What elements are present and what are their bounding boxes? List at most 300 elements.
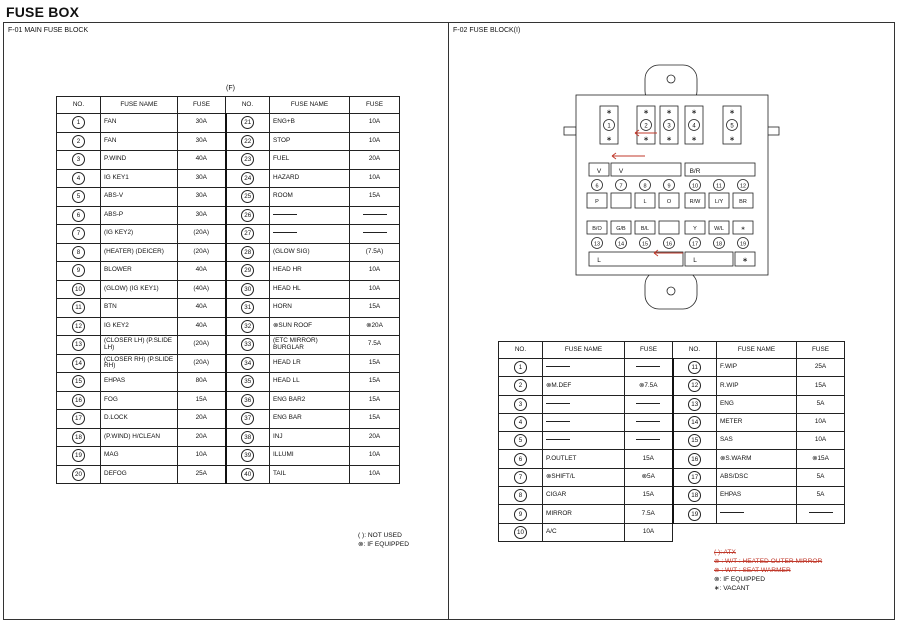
fuse-number-circle: 33: [241, 338, 254, 351]
table-cell: [350, 280, 400, 299]
fuse-number-circle: 11: [72, 301, 85, 314]
main-fuse-table: [56, 96, 400, 484]
fuse-name-text: ENG BAR2: [273, 395, 306, 403]
table-cell: [797, 359, 845, 377]
table-cell: [499, 468, 543, 486]
table-cell: [797, 377, 845, 395]
fuse-rating-text: 5A: [816, 473, 825, 481]
vacant-mark: ∗: [729, 136, 735, 143]
table-cell: [270, 188, 350, 207]
table-cell: [543, 468, 625, 486]
table-cell: [178, 336, 226, 355]
note-vacant: ∗: VACANT: [714, 585, 750, 592]
table-cell: [543, 505, 625, 523]
fuse-number: 6: [595, 183, 599, 190]
table-row: [57, 447, 400, 466]
table-row: [57, 114, 400, 133]
fuse-rating-text: 15A: [368, 192, 381, 200]
fuse-number-circle: 19: [688, 508, 701, 521]
table-cell: [57, 428, 101, 447]
table-cell: [57, 336, 101, 355]
table-row: [57, 465, 400, 484]
fuse-name-text: P.WIND: [104, 155, 127, 163]
fuse-number-circle: 18: [72, 431, 85, 444]
table-cell: [350, 428, 400, 447]
table-row: [57, 299, 400, 318]
table-row: [57, 410, 400, 429]
table-row: [499, 413, 845, 431]
wire-color-label: BR: [739, 199, 747, 205]
table-cell: [57, 391, 101, 410]
fuse-rating-text: 25A: [195, 469, 207, 477]
fuse-number-circle: 2: [514, 379, 527, 392]
blank-line: [273, 214, 297, 215]
table-cell: [178, 428, 226, 447]
fuse-name-text: (GLOW) (IG KEY1): [104, 284, 159, 292]
table-cell: [101, 188, 178, 207]
fuse-number: 11: [716, 183, 722, 190]
fuse-name-text: ABS-V: [104, 192, 124, 200]
table-cell: [797, 468, 845, 486]
table-cell: [226, 132, 270, 151]
fuse-number-circle: 13: [72, 338, 85, 351]
fuse-name-text: SAS: [720, 436, 733, 444]
fuse-number-circle: 39: [241, 449, 254, 462]
table-cell: [101, 336, 178, 355]
fuse-rating-text: 10A: [814, 436, 827, 444]
wire-color-label: L: [643, 199, 647, 205]
fuse-number-circle: 12: [688, 379, 701, 392]
table-cell: [178, 243, 226, 262]
table-cell: [101, 410, 178, 429]
table-cell: [717, 432, 797, 450]
blank-line: [636, 439, 660, 440]
header-no: NO.: [226, 97, 270, 114]
blank-line: [546, 366, 570, 367]
vacant-mark: ∗: [691, 109, 697, 116]
fuse-number: 17: [691, 241, 699, 248]
table-cell: [350, 243, 400, 262]
table-cell: [717, 413, 797, 431]
fuse-block-i-label: F-02 FUSE BLOCK(I): [453, 27, 521, 34]
fuse-number-circle: 17: [72, 412, 85, 425]
table-cell: [57, 206, 101, 225]
fuse-number-circle: 4: [72, 172, 85, 185]
table-cell: [178, 299, 226, 318]
table-cell: [226, 354, 270, 373]
fuse-number-circle: 10: [514, 526, 527, 539]
table-cell: [543, 395, 625, 413]
table-cell: [270, 132, 350, 151]
fuse-number-circle: 21: [241, 116, 254, 129]
fuse-number-circle: 10: [72, 283, 85, 296]
table-cell: [178, 410, 226, 429]
fuse-number: 1: [607, 123, 611, 130]
table-cell: [625, 487, 673, 505]
side-clip-right: [767, 127, 779, 135]
fuse-top-slot: [659, 221, 679, 234]
fuse-rating-text: 40A: [195, 266, 207, 274]
fuse-name-text: IG KEY1: [104, 173, 129, 181]
table-cell: [499, 359, 543, 377]
fuse-name-text: P.OUTLET: [546, 454, 577, 462]
fuse-number: 15: [641, 241, 649, 248]
table-cell: [270, 428, 350, 447]
table-row: [57, 243, 400, 262]
table-cell: [101, 317, 178, 336]
table-row: [57, 262, 400, 281]
table-cell: [673, 395, 717, 413]
table-cell: [270, 114, 350, 133]
fuse-name-text: FAN: [104, 118, 117, 126]
fuse-rating-text: 30A: [195, 173, 207, 181]
table-cell: [717, 450, 797, 468]
fuse-rating-text: 10A: [368, 451, 381, 459]
fuse-number-circle: 1: [514, 361, 527, 374]
table-row: [499, 487, 845, 505]
table-cell: [625, 359, 673, 377]
table-cell: [673, 468, 717, 486]
fuse-number-circle: 30: [241, 283, 254, 296]
fuse-rating-text: 5A: [816, 399, 825, 407]
table-cell: [270, 317, 350, 336]
fuse-number-circle: 3: [72, 153, 85, 166]
table-cell: [178, 262, 226, 281]
fuse-number-circle: 11: [688, 361, 701, 374]
table-row: [57, 354, 400, 373]
table-cell: [226, 391, 270, 410]
table-cell: [350, 114, 400, 133]
table-cell: [543, 377, 625, 395]
fuse-number: 10: [691, 183, 699, 190]
table-cell: [178, 447, 226, 466]
table-cell: [226, 188, 270, 207]
wire-color-label: V: [618, 168, 624, 175]
fuse-number-circle: 2: [72, 135, 85, 148]
fuse-name-text: ROOM: [273, 192, 293, 200]
fuse-number-circle: 5: [514, 434, 527, 447]
table-cell: [178, 317, 226, 336]
table-cell: [673, 487, 717, 505]
wire-color-label: L: [693, 257, 697, 264]
table-row: [499, 432, 845, 450]
table-cell: [543, 359, 625, 377]
fuse-number: 19: [739, 241, 747, 248]
fuse-number-circle: 26: [241, 209, 254, 222]
fuse-number: 4: [692, 123, 696, 130]
fuse-number-circle: 4: [514, 416, 527, 429]
table-row: [499, 450, 845, 468]
fuse-number-circle: 36: [241, 394, 254, 407]
table-cell: [350, 317, 400, 336]
blank-line: [809, 512, 833, 513]
fuse-name-text: ENG+B: [273, 118, 295, 126]
header-no: NO.: [57, 97, 101, 114]
header-fuse: FUSE: [625, 342, 673, 359]
empty-cell: [673, 523, 845, 541]
table-cell: [350, 151, 400, 170]
fuse-rating-text: 25A: [814, 363, 827, 371]
blank-line: [363, 214, 387, 215]
table-cell: [226, 373, 270, 392]
table-cell: [101, 299, 178, 318]
fuse-name-text: MAG: [104, 451, 119, 459]
fuse-number-circle: 32: [241, 320, 254, 333]
note-not-used: ( ): NOT USED: [358, 532, 402, 539]
vacant-mark: ∗: [742, 257, 748, 264]
table-cell: [717, 468, 797, 486]
fuse-rating-text: 40A: [195, 303, 207, 311]
wire-color-label: B/R: [689, 168, 701, 175]
fuse-name-text: DEFOG: [104, 469, 127, 477]
fuse-name-text: IG KEY2: [104, 321, 129, 329]
table-row: [57, 373, 400, 392]
fuse-name-text: A/C: [546, 527, 557, 535]
fuse-rating-text: 15A: [195, 395, 207, 403]
table-cell: [270, 391, 350, 410]
table-cell: [101, 262, 178, 281]
table-cell: [226, 465, 270, 484]
table-cell: [226, 151, 270, 170]
table-cell: [350, 391, 400, 410]
fuse-name-text: METER: [720, 418, 743, 426]
table-cell: [178, 132, 226, 151]
table-cell: [270, 410, 350, 429]
wire-color-label: V: [596, 168, 602, 175]
table-header-row: [57, 97, 400, 114]
table-cell: [673, 377, 717, 395]
fuse-number-circle: 12: [72, 320, 85, 333]
fuse-rating-text: 10A: [368, 136, 381, 144]
fuse-number-circle: 7: [514, 471, 527, 484]
fuse-number: 12: [739, 183, 747, 190]
fuse-name-text: (CLOSER LH) (P.SLIDE LH): [104, 337, 173, 351]
fuse-number-circle: 8: [72, 246, 85, 259]
fuse-rating-text: 40A: [195, 321, 207, 329]
table-cell: [101, 206, 178, 225]
fuse-name-text: HEAD HL: [273, 284, 301, 292]
note-seat-warmer: ⊗ : W/T : SEAT WARMER: [714, 567, 791, 574]
wire-color-label: L: [597, 257, 601, 264]
table-cell: [673, 450, 717, 468]
table-cell: [717, 359, 797, 377]
table-cell: [101, 132, 178, 151]
table-row: [57, 151, 400, 170]
fuse-number-circle: 14: [688, 416, 701, 429]
fuse-rating-text: 15A: [814, 381, 827, 389]
table-cell: [178, 206, 226, 225]
fuse-name-text: (P.WIND) H/CLEAN: [104, 432, 160, 440]
table-row: [499, 523, 845, 541]
fuse-rating-text: 10A: [195, 451, 207, 459]
table-row: [57, 336, 400, 355]
table-cell: [350, 206, 400, 225]
table-cell: [625, 450, 673, 468]
table-row: [499, 395, 845, 413]
table-cell: [350, 299, 400, 318]
blank-line: [636, 421, 660, 422]
table-cell: [499, 523, 543, 541]
fuse-name-text: EHPAS: [104, 377, 126, 385]
fuse-name-text: ⊗SUN ROOF: [273, 321, 313, 329]
table-cell: [717, 505, 797, 523]
table-cell: [57, 354, 101, 373]
fuse-rating-text: 20A: [195, 432, 207, 440]
table-cell: [226, 336, 270, 355]
fuse-name-text: ⊗M.DEF: [546, 381, 572, 389]
table-cell: [797, 450, 845, 468]
header-fuse: FUSE: [350, 97, 400, 114]
table-cell: [270, 225, 350, 244]
table-cell: [625, 523, 673, 541]
fuse-number-circle: 24: [241, 172, 254, 185]
table-cell: [499, 505, 543, 523]
fuse-number-circle: 25: [241, 190, 254, 203]
table-row: [57, 225, 400, 244]
vacant-mark: ∗: [666, 109, 672, 116]
note-atx: ( ): ATX: [714, 549, 736, 556]
fuse-rating-text: 7.5A: [641, 509, 655, 517]
table-cell: [178, 391, 226, 410]
table-cell: [101, 465, 178, 484]
fuse-number-circle: 18: [688, 489, 701, 502]
table-cell: [226, 410, 270, 429]
fuse-rating-text: 10A: [368, 284, 381, 292]
table-cell: [270, 447, 350, 466]
table-cell: [350, 262, 400, 281]
table-cell: [57, 410, 101, 429]
note-heated-mirror: ⊗ : W/T : HEATED OUTER MIRROR: [714, 558, 823, 565]
table-cell: [350, 354, 400, 373]
table-cell: [543, 487, 625, 505]
vacant-mark: ∗: [666, 136, 672, 143]
table-cell: [178, 169, 226, 188]
table-cell: [101, 447, 178, 466]
table-cell: [673, 413, 717, 431]
wire-color-label: R/W: [689, 199, 701, 205]
fuse-rating-text: 20A: [368, 155, 381, 163]
table-cell: [57, 299, 101, 318]
table-row: [57, 188, 400, 207]
fuse-number-circle: 14: [72, 357, 85, 370]
table-row: [57, 428, 400, 447]
table-cell: [57, 151, 101, 170]
blank-line: [273, 232, 297, 233]
blank-line: [546, 439, 570, 440]
fuse-rating-text: 15A: [642, 491, 654, 499]
fuse-name-text: CIGAR: [546, 491, 567, 499]
fuse-number-circle: 35: [241, 375, 254, 388]
vacant-mark: ∗: [643, 136, 649, 143]
fuse-rating-text: 20A: [195, 414, 207, 422]
fuse-name-text: TAIL: [273, 469, 287, 477]
fuse-bottom-slot: [611, 193, 631, 208]
mount-hole-bottom: [667, 287, 675, 295]
fuse-name-text: F.WIP: [720, 363, 738, 371]
table-row: [499, 359, 845, 377]
table-cell: [57, 225, 101, 244]
fuse-number-circle: 8: [514, 489, 527, 502]
table-cell: [797, 413, 845, 431]
table-cell: [101, 373, 178, 392]
main-fuse-block-label: F-01 MAIN FUSE BLOCK: [8, 27, 89, 34]
fuse-number-circle: 22: [241, 135, 254, 148]
table-cell: [57, 373, 101, 392]
table-cell: [350, 410, 400, 429]
table-cell: [350, 132, 400, 151]
table-cell: [178, 151, 226, 170]
table-cell: [499, 413, 543, 431]
wire-color-label: B/O: [592, 226, 602, 232]
wire-color-label: Y: [693, 226, 697, 232]
fuse-name-text: FOG: [104, 395, 118, 403]
mount-hole-top: [667, 75, 675, 83]
blank-line: [546, 421, 570, 422]
table-cell: [543, 432, 625, 450]
relay-l-box: [589, 252, 683, 266]
legend-notes: [714, 548, 822, 593]
fuse-name-text: (CLOSER RH) (P.SLIDE RH): [104, 355, 174, 370]
fuse-name-text: MIRROR: [546, 509, 572, 517]
table-cell: [101, 169, 178, 188]
wire-color-label: G/B: [616, 226, 626, 232]
fuse-rating-text: ⊗7.5A: [638, 381, 658, 389]
fuse-rating-text: 10A: [368, 118, 381, 126]
fuse-number-circle: 16: [72, 394, 85, 407]
fuse-number: 9: [667, 183, 671, 190]
fuse-number-circle: 17: [688, 471, 701, 484]
table-cell: [270, 299, 350, 318]
fuse-number-circle: 27: [241, 227, 254, 240]
fuse-rating-text: 30A: [195, 118, 207, 126]
table-cell: [178, 373, 226, 392]
fuse-name-text: ⊗S.WARM: [720, 454, 752, 462]
fuse-name-text: ENG BAR: [273, 414, 302, 422]
table-cell: [101, 354, 178, 373]
table-cell: [717, 395, 797, 413]
fuse-name-text: (ETC MIRROR) BURGLAR: [273, 337, 318, 351]
table-cell: [270, 280, 350, 299]
table-cell: [270, 262, 350, 281]
fuse-name-text: INJ: [273, 432, 283, 440]
table-cell: [543, 523, 625, 541]
table-cell: [226, 225, 270, 244]
table-row: [57, 317, 400, 336]
fuse-rating-text: (20A): [193, 340, 210, 348]
fuse-rating-text: 15A: [368, 395, 381, 403]
table-row: [499, 468, 845, 486]
fuse-number: 7: [619, 183, 623, 190]
table-cell: [350, 373, 400, 392]
fuse-number-circle: 28: [241, 246, 254, 259]
table-cell: [270, 465, 350, 484]
table-cell: [226, 299, 270, 318]
table-cell: [625, 468, 673, 486]
header-fuse-name: FUSE NAME: [543, 342, 625, 359]
fuse-rating-text: 30A: [195, 136, 207, 144]
note-if-equipped: ⊗: IF EQUIPPED: [714, 576, 765, 583]
fuse-number-circle: 34: [241, 357, 254, 370]
table-cell: [178, 188, 226, 207]
fuse-name-text: STOP: [273, 136, 291, 144]
wire-color-label: P: [595, 199, 599, 205]
table-cell: [270, 354, 350, 373]
fuse-name-text: R.WIP: [720, 381, 739, 389]
side-clip-left: [564, 127, 576, 135]
fuse-block-i-table: [498, 341, 845, 542]
fuse-rating-text: (20A): [193, 358, 210, 366]
table-cell: [101, 151, 178, 170]
